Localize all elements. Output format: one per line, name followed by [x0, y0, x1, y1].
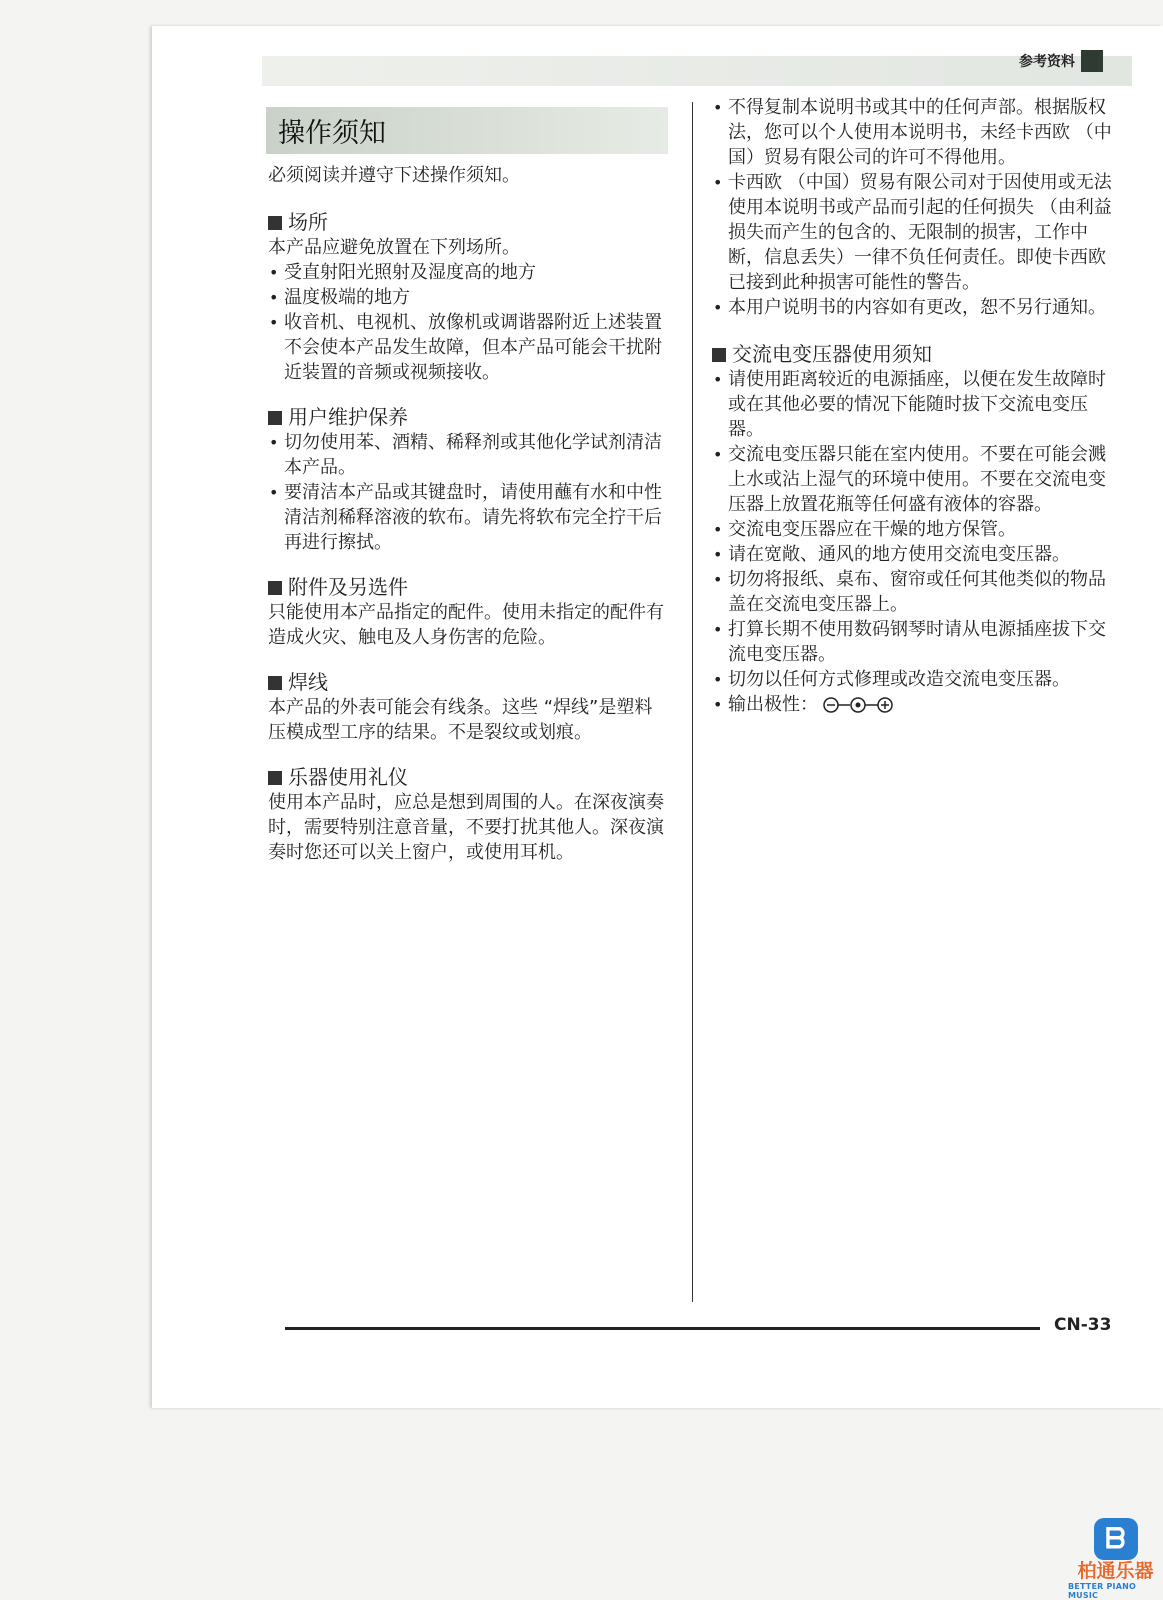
section-heading: 场所	[268, 210, 670, 235]
list-item: • 切勿以任何方式修理或改造交流电变压器。	[712, 667, 1112, 692]
heading-square-icon	[268, 581, 282, 595]
heading-square-icon	[268, 771, 282, 785]
list-item: • 卡西欧 （中国）贸易有限公司对于因使用或无法使用本说明书或产品而引起的任何损失 （由利益损失而产生的包含的、无限制的损害，工作中断，信息丢失）一律不负任何责任。即使卡西欧已接到此种损害可能性的警告。	[712, 170, 1112, 295]
polarity-label: 输出极性：	[728, 694, 818, 715]
section-label	[1019, 50, 1103, 72]
bullet-list	[268, 430, 670, 555]
section-paragraph: 使用本产品时，应总是想到周围的人。在深夜演奏时，需要特别注意音量，不要打扰其他人。深夜演奏时您还可以关上窗户，或使用耳机。	[268, 792, 664, 863]
header-band	[262, 56, 1132, 86]
list-item: • 收音机、电视机、放像机或调谐器附近上述装置不会使本产品发生故障，但本产品可能会干扰附近装置的音频或视频接收。	[268, 310, 670, 385]
section-paragraph: 本产品的外表可能会有线条。这些 “焊线”是塑料压模成型工序的结果。不是裂纹或划痕。	[268, 697, 653, 743]
bullet-list	[268, 260, 670, 385]
section-location	[268, 210, 670, 385]
brand-logo-icon: ᗷ	[1094, 1518, 1138, 1560]
section-ac-adapter	[712, 342, 1112, 717]
section-weld-lines	[268, 670, 670, 745]
column-divider	[692, 102, 693, 1302]
list-item: • 温度极端的地方	[268, 285, 670, 310]
section-etiquette	[268, 765, 670, 865]
section-marker-square	[1081, 50, 1103, 72]
page-title: 操作须知	[278, 118, 386, 149]
bullet-list	[712, 95, 1112, 320]
section-heading: 交流电变压器使用须知	[712, 342, 1112, 367]
section-heading: 用户维护保养	[268, 405, 670, 430]
heading-square-icon	[712, 348, 726, 362]
list-item: • 不得复制本说明书或其中的任何声部。根据版权法，您可以个人使用本说明书，未经卡西欧 （中国）贸易有限公司的许可不得他用。	[712, 95, 1112, 170]
list-item: • 切勿使用苯、酒精、稀释剂或其他化学试剂清洁本产品。	[268, 430, 670, 480]
page-title-box	[266, 107, 668, 154]
list-item: • 请使用距离较近的电源插座，以便在发生故障时或在其他必要的情况下能随时拔下交流电变压器。	[712, 367, 1112, 442]
heading-square-icon	[268, 216, 282, 230]
brand-subtitle: BETTER PIANO MUSIC	[1068, 1582, 1136, 1600]
section-paragraph: 只能使用本产品指定的配件。使用未指定的配件有造成火灾、触电及人身伤害的危险。	[268, 602, 664, 648]
page-number: CN-33	[1054, 1315, 1112, 1335]
list-item: • 交流电变压器只能在室内使用。不要在可能会溅上水或沾上湿气的环境中使用。不要在交流电变压器上放置花瓶等任何盛有液体的容器。	[712, 442, 1112, 517]
right-column	[712, 95, 1112, 737]
section-heading: 焊线	[268, 670, 670, 695]
section-heading: 乐器使用礼仪	[268, 765, 670, 790]
heading-square-icon	[268, 411, 282, 425]
intro-text: 必须阅读并遵守下述操作须知。	[268, 165, 520, 186]
section-paragraph: 本产品应避免放置在下列场所。	[268, 237, 520, 258]
brand-watermark	[1068, 1518, 1163, 1600]
section-maintenance	[268, 405, 670, 555]
polarity-symbol-icon	[822, 696, 894, 714]
list-item: • 要清洁本产品或其键盘时，请使用蘸有水和中性清洁剂稀释溶液的软布。请先将软布完全拧干后再进行擦拭。	[268, 480, 670, 555]
heading-square-icon	[268, 676, 282, 690]
left-column	[268, 163, 670, 885]
list-item: • 请在宽敞、通风的地方使用交流电变压器。	[712, 542, 1112, 567]
section-heading: 附件及另选件	[268, 575, 670, 600]
list-item: • 交流电变压器应在干燥的地方保管。	[712, 517, 1112, 542]
list-item: • 打算长期不使用数码钢琴时请从电源插座拔下交流电变压器。	[712, 617, 1112, 667]
list-item	[712, 692, 1112, 717]
footer-rule	[285, 1327, 1040, 1330]
brand-name: 柏通乐器	[1077, 1560, 1154, 1582]
bullet-list	[712, 367, 1112, 717]
list-item: • 受直射阳光照射及湿度高的地方	[268, 260, 670, 285]
section-label-text: 参考资料	[1019, 54, 1075, 70]
section-accessories	[268, 575, 670, 650]
list-item: • 本用户说明书的内容如有更改，恕不另行通知。	[712, 295, 1112, 320]
list-item: • 切勿将报纸、桌布、窗帘或任何其他类似的物品盖在交流电变压器上。	[712, 567, 1112, 617]
